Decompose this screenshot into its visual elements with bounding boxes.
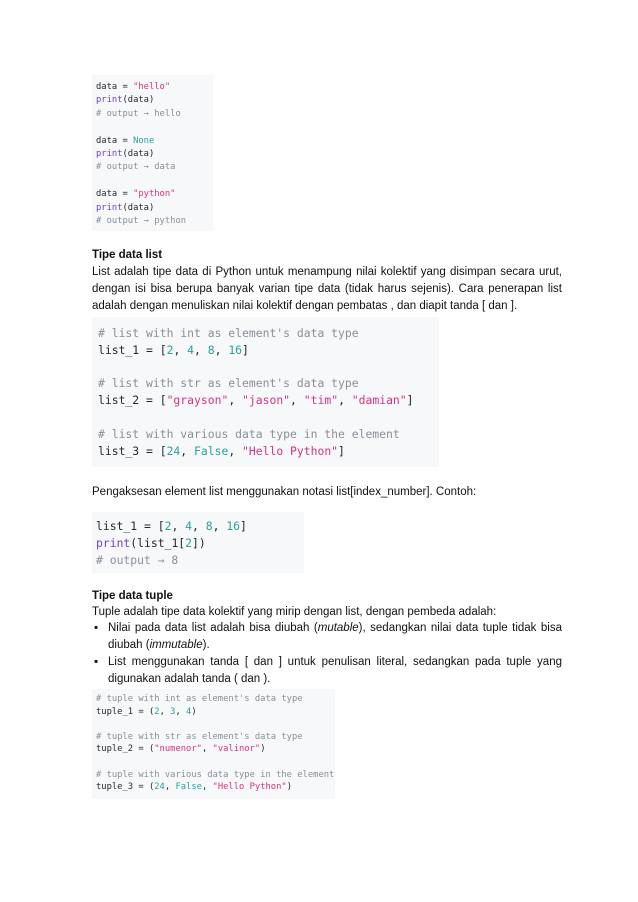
code-token: tuple_3 = ( — [96, 782, 155, 793]
code-token: data — [96, 189, 118, 200]
code-token: print — [96, 202, 123, 213]
code-token: 4 — [185, 519, 193, 533]
code-line — [96, 743, 335, 756]
list-item-mutability — [92, 620, 562, 654]
code-line — [96, 94, 213, 107]
code-token: list_2 = [ — [98, 393, 167, 408]
bullet-icon: ▪ — [94, 656, 99, 668]
code-token: "Hello Python" — [242, 443, 339, 458]
code-token: , — [159, 706, 171, 717]
code-token: 4 — [186, 706, 192, 717]
bullet-text: Nilai pada data list adalah bisa diubah ( — [108, 622, 318, 634]
code-line — [98, 375, 439, 392]
code-token: , — [173, 342, 188, 357]
code-token: ] — [338, 443, 345, 458]
code-token: , — [214, 342, 229, 357]
code-token: # output → 8 — [96, 553, 179, 567]
code-token: = — [117, 135, 134, 146]
code-line — [98, 443, 439, 460]
code-token: 2 — [185, 536, 193, 550]
code-token: # output → hello — [96, 108, 181, 119]
code-token: (list_1[ — [130, 536, 186, 550]
code-token: "jason" — [242, 393, 291, 408]
code-token: list_1 = [ — [98, 342, 167, 357]
bullet-text: ), sedangkan nilai data tuple tidak bisa diubah ( — [108, 622, 562, 651]
heading-list: Tipe data list — [92, 249, 163, 261]
code-token: "Hello Python" — [212, 782, 287, 793]
code-token: ] — [240, 519, 247, 533]
code-token: 8 — [205, 519, 213, 533]
code-token: ) — [260, 744, 266, 755]
code-token: "numenor" — [154, 744, 202, 755]
code-token: data — [96, 135, 118, 146]
code-line — [96, 706, 335, 719]
code-token: , — [194, 342, 208, 357]
code-token: , — [212, 519, 227, 533]
code-token: ] — [406, 393, 414, 408]
heading-tuple: Tipe data tuple — [92, 590, 173, 602]
code-token: print — [96, 536, 131, 550]
code-token: = — [117, 189, 134, 200]
bullet-emphasis-mutable: mutable — [317, 622, 359, 634]
code-line — [98, 392, 439, 409]
code-token: (data) — [122, 149, 155, 160]
code-token: 16 — [228, 342, 243, 357]
code-token: # output → data — [96, 162, 176, 173]
code-token: print — [96, 149, 123, 160]
code-token: , — [228, 393, 243, 408]
code-token: ] — [242, 342, 249, 357]
code-token: 2 — [154, 706, 160, 717]
code-token: # list with various data type in the element — [98, 426, 400, 441]
code-line — [96, 175, 213, 188]
code-token: False — [194, 443, 229, 458]
code-token: , — [180, 443, 195, 458]
paragraph-list-access: Pengaksesan element list menggunakan notasi list[index_number]. Contoh: — [92, 486, 477, 498]
code-line — [96, 81, 213, 94]
code-token: tuple_2 = ( — [96, 744, 155, 755]
code-token: # list with str as element's data type — [98, 376, 359, 391]
code-token: # tuple with str as element's data type — [96, 731, 303, 742]
code-token: , — [164, 782, 176, 793]
code-token: list_3 = [ — [98, 443, 167, 458]
code-token: (data) — [122, 95, 155, 106]
code-line — [98, 359, 439, 376]
code-token: list_1 = [ — [96, 519, 165, 533]
code-line — [96, 135, 213, 148]
code-line — [96, 552, 304, 569]
code-token: 24 — [154, 782, 165, 793]
code-token: # list with int as element's data type — [98, 326, 359, 340]
code-token: False — [175, 782, 202, 793]
code-line — [98, 426, 439, 443]
code-token: 8 — [207, 342, 215, 357]
code-token: "python" — [133, 189, 176, 200]
code-token: , — [171, 519, 186, 533]
code-line — [96, 148, 213, 161]
paragraph-tuple-intro: Tuple adalah tipe data kolektif yang mirip dengan list, dengan pembeda adalah: — [92, 606, 497, 618]
paragraph-list-description: List adalah tipe data di Python untuk menampung nilai kolektif yang disimpan secara urut, dengan isi bisa berupa banyak varian tipe data (tidak harus sejenis). Cara penerapan list adalah dengan menuliskan nilai kolektif dengan pembatas , dan diapit tanda [ dan ]. — [92, 266, 562, 312]
code-token: # tuple with various data type in the element — [96, 769, 335, 780]
code-line — [96, 108, 213, 121]
bullet-emphasis-immutable: immutable — [149, 639, 203, 651]
code-line — [96, 215, 213, 228]
code-line — [96, 693, 335, 706]
tuple-differences-list — [92, 620, 562, 688]
code-line — [96, 756, 335, 769]
code-token: print — [96, 95, 123, 106]
code-token: ) — [286, 782, 292, 793]
code-line — [96, 535, 304, 552]
code-token: # output → python — [96, 216, 187, 227]
code-token: , — [228, 443, 243, 458]
code-line — [98, 409, 439, 426]
code-token: data — [96, 82, 118, 92]
code-token: , — [290, 393, 304, 408]
code-line — [96, 161, 213, 174]
code-token: (data) — [122, 202, 155, 213]
code-token: "tim" — [303, 393, 339, 408]
code-line — [98, 325, 439, 342]
code-token: , — [201, 782, 213, 793]
code-line — [96, 121, 213, 134]
code-token: 2 — [164, 519, 172, 533]
code-line — [98, 342, 439, 359]
code-token: 16 — [226, 519, 241, 533]
code-token: "damian" — [351, 393, 407, 408]
code-line — [96, 202, 213, 215]
code-token: , — [192, 519, 206, 533]
code-line — [96, 731, 335, 744]
code-token: 4 — [187, 342, 195, 357]
code-token: "grayson" — [166, 393, 229, 408]
code-block-list-access — [92, 512, 304, 573]
code-token: "hello" — [133, 82, 171, 92]
code-token: 24 — [166, 443, 181, 458]
code-token: , — [175, 706, 187, 717]
code-token: , — [338, 393, 352, 408]
bullet-text: ). — [202, 639, 210, 651]
code-token: 3 — [170, 706, 176, 717]
code-token: 2 — [166, 342, 174, 357]
code-block-tuple-examples — [92, 689, 335, 799]
code-line — [96, 769, 335, 782]
code-line — [96, 188, 213, 201]
code-token: , — [201, 744, 213, 755]
code-line — [96, 781, 335, 794]
bullet-text: List menggunakan tanda [ dan ] untuk penulisan literal, sedangkan pada tuple yang digunakan adalah tanda ( dan ). — [108, 656, 562, 685]
list-item-literal-syntax — [92, 654, 562, 688]
code-token: ) — [191, 706, 197, 717]
code-token: None — [133, 135, 155, 146]
code-token: # tuple with int as element's data type — [96, 694, 303, 704]
code-token: "valinor" — [212, 744, 261, 755]
code-token: = — [117, 82, 134, 92]
code-block-list-examples — [92, 317, 439, 467]
bullet-icon: ▪ — [94, 622, 99, 634]
code-token: tuple_1 = ( — [96, 706, 155, 717]
code-line — [96, 518, 304, 535]
code-line — [96, 718, 335, 731]
code-token: ]) — [192, 536, 206, 550]
code-block-string-none-example — [92, 75, 213, 231]
